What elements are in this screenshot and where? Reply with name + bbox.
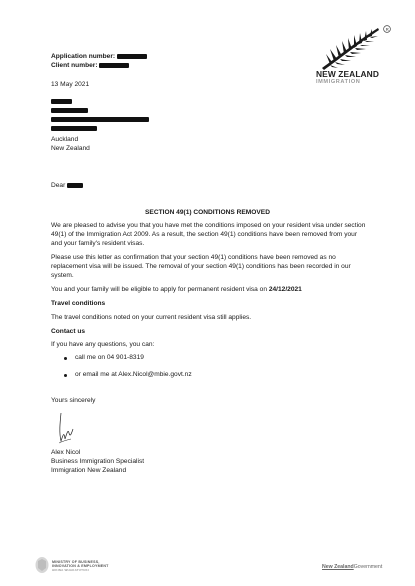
crest-icon [34,556,50,574]
address-country: New Zealand [51,145,90,152]
footer-government: Government [353,564,383,570]
svg-text:R: R [385,26,389,32]
bullet-icon [64,374,67,377]
contact-heading: Contact us [51,328,86,335]
signature-icon [55,411,85,447]
redaction-bar [51,117,149,122]
letter-date: 13 May 2021 [51,81,90,88]
eligibility-date: 24/12/2021 [268,286,302,293]
address-block [51,99,149,131]
paragraph-3-text: You and your family will be eligible to apply for permanent resident visa on [51,286,269,293]
travel-heading: Travel conditions [51,300,106,307]
signatory-name: Alex Nicol [51,449,81,456]
signatory-org: Immigration New Zealand [51,467,127,474]
contact-item-email: or email me at Alex.Nicol@mbie.govt.nz [75,371,192,378]
paragraph-3 [51,285,368,294]
redaction-bar [51,108,88,113]
logo-line1: NEW ZEALAND [316,69,379,79]
paragraph-2: Please use this letter as confirmation that your section 49(1) conditions have been removed as no replacement visa will be issued. The removal of your section 49(1) conditions has been recorded in our system. [51,254,351,280]
contact-intro: If you have any questions, you can: [51,341,155,348]
closing: Yours sincerely [51,397,96,404]
redaction-bar [51,99,72,104]
redaction-bar [99,63,129,68]
footer-ministry-line3: HIKINA WHAKATUTUKI [52,567,89,572]
signatory-title: Business Immigration Specialist [51,458,145,465]
letter-title: SECTION 49(1) CONDITIONS REMOVED [145,209,270,216]
application-label: Application number: [51,53,116,60]
redaction-bar [67,183,83,188]
client-label: Client number: [51,62,98,69]
address-city: Auckland [51,136,79,143]
paragraph-1: We are pleased to advise you that you have met the conditions imposed on your resident visa under section 49(1) of the Immigration Act 2009. As a result, the section 49(1) conditions have been removed from your and your family's resident visas. [51,222,366,248]
redaction-bar [117,54,147,59]
salutation [51,181,83,190]
redaction-bar [51,126,97,131]
application-number [51,52,147,61]
client-number [51,61,129,70]
footer-nz-bold: New Zealand [322,564,354,570]
footer-ministry [52,560,109,572]
footer-ministry-line1: MINISTRY OF BUSINESS, [52,560,100,564]
footer-ministry-line2: INNOVATION & EMPLOYMENT [52,564,109,569]
bullet-icon [64,357,67,360]
logo-line2: IMMIGRATION [316,79,361,85]
contact-item-phone: call me on 04 901-8319 [75,354,144,361]
travel-text: The travel conditions noted on your current resident visa still applies. [51,314,252,321]
salutation-text: Dear [51,182,66,189]
footer-nz-government [322,564,382,571]
